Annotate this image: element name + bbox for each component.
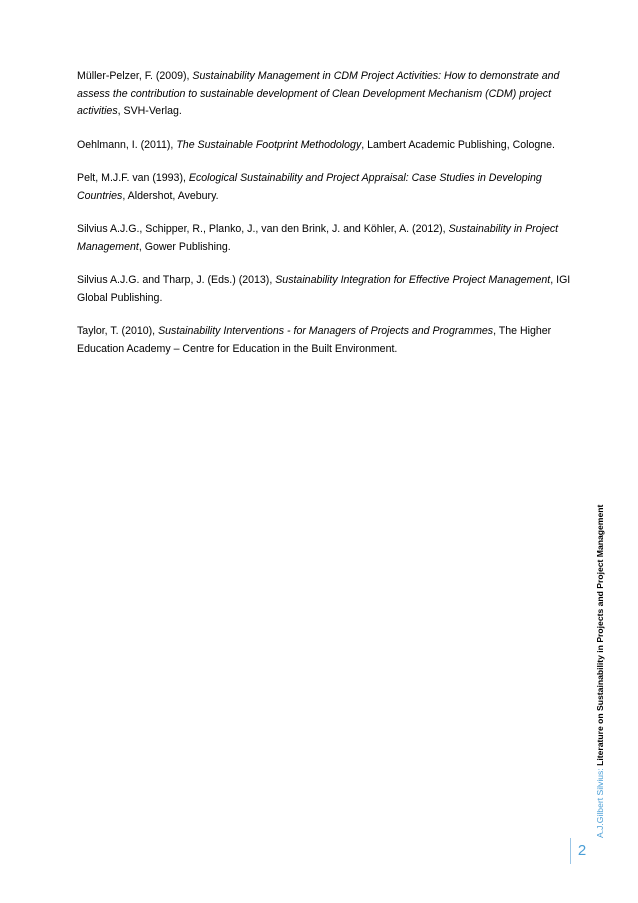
running-header-author: A.J.Gilbert Silvius: [595, 768, 605, 838]
reference-entry [77, 221, 577, 256]
reference-authors: Silvius A.J.G., Schipper, R., Planko, J., van den Brink, J. and Köhler, A. (2012), [77, 223, 449, 235]
reference-publisher: , SVH-Verlag. [117, 105, 182, 117]
reference-title: Sustainability in Project Management [77, 223, 559, 253]
reference-publisher: , Lambert Academic Publishing, Cologne. [361, 138, 555, 151]
reference-entry [77, 272, 577, 307]
reference-authors: Oehlmann, I. (2011), [77, 138, 177, 151]
reference-authors: Müller-Pelzer, F. (2009), [77, 70, 193, 82]
reference-publisher: , Aldershot, Avebury. [122, 189, 219, 202]
reference-publisher: , IGI Global Publishing. [77, 274, 571, 304]
reference-title: Sustainability Interventions - for Managers of Projects and Programmes [158, 325, 494, 337]
reference-title: Ecological Sustainability and Project Appraisal: Case Studies in Developing Countries [77, 172, 542, 202]
reference-title: Sustainability Integration for Effective Project Management [275, 274, 551, 286]
reference-publisher: , Gower Publishing. [138, 240, 231, 253]
reference-entry [77, 137, 577, 155]
reference-authors: Taylor, T. (2010), [77, 325, 159, 337]
side-running-header [595, 505, 606, 838]
reference-authors: Pelt, M.J.F. van (1993), [77, 172, 189, 184]
reference-title: Sustainability Management in CDM Project Activities: How to demonstrate and assess the contribution to sustainable development of Clean Development Mechanism (CDM) project activities [77, 70, 560, 117]
reference-entry [77, 323, 577, 358]
reference-entry [77, 68, 577, 121]
reference-authors: Silvius A.J.G. and Tharp, J. (Eds.) (2013), [77, 274, 276, 286]
page-number: 2 [577, 842, 587, 859]
reference-entry [77, 170, 577, 205]
reference-publisher: , The Higher Education Academy – Centre for Education in the Built Environment. [77, 325, 552, 355]
reference-list [77, 68, 577, 374]
running-header-title: Literature on Sustainability in Projects and Project Management [595, 504, 605, 766]
reference-title: The Sustainable Footprint Methodology [176, 138, 362, 151]
